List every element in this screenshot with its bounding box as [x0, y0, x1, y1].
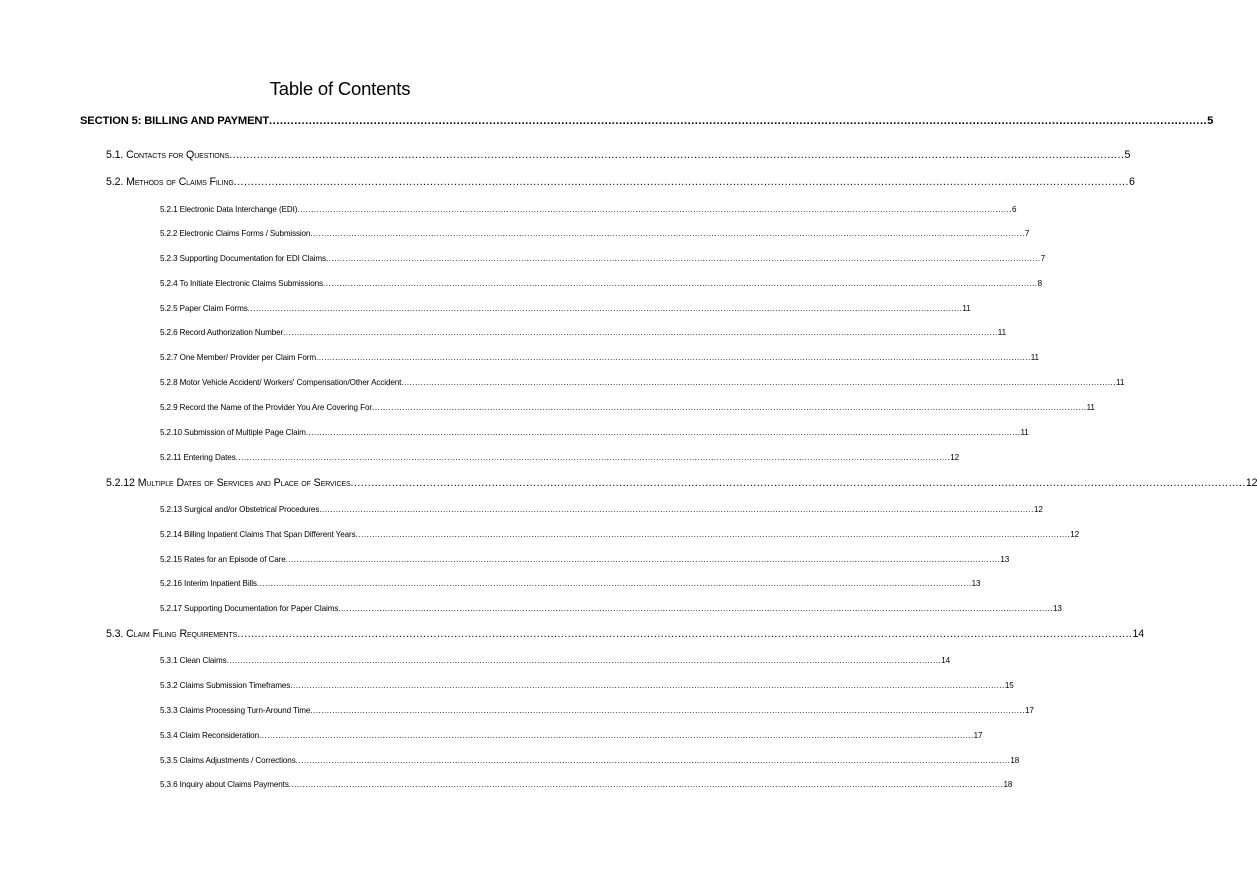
dot-leader: ....................................................................................................................................................................................................................................................................: [269, 115, 1208, 127]
toc-entry-label: 5.3.6 Inquiry about Claims Payments: [160, 780, 289, 789]
toc-entry-label: 5.3.3 Claims Processing Turn-Around Time: [160, 706, 311, 715]
toc-entry-label: 5.2.17 Supporting Documentation for Paper Claims: [160, 604, 339, 613]
toc-entry-label: 5.2. Methods of Claims Filing: [106, 176, 234, 188]
dot-leader: ....................................................................................................................................................................................................................................................................: [290, 681, 1005, 690]
toc-entry-5-2-11[interactable]: [160, 453, 960, 462]
toc-entry-5-2-2[interactable]: [160, 229, 1030, 238]
toc-entry-label: 5.2.7 One Member/ Provider per Claim Form: [160, 353, 317, 362]
dot-leader: ....................................................................................................................................................................................................................................................................: [285, 555, 1001, 564]
toc-entry-label: 5.2.10 Submission of Multiple Page Claim: [160, 428, 306, 437]
toc-entry-page: 17: [973, 731, 983, 740]
dot-leader: ....................................................................................................................................................................................................................................................................: [371, 403, 1087, 412]
toc-entry-label: 5.2.1 Electronic Data Interchange (EDI): [160, 205, 298, 214]
toc-entry-label: 5.2.6 Record Authorization Number: [160, 328, 284, 337]
dot-leader: ....................................................................................................................................................................................................................................................................: [256, 579, 972, 588]
toc-entry-page: 11: [1086, 403, 1095, 412]
toc-entry-label: 5.2.4 To Initiate Electronic Claims Submissions: [160, 279, 323, 288]
toc-entry-page: 11: [1116, 378, 1125, 387]
toc-entry-5-3-1[interactable]: [160, 656, 951, 665]
toc-entry-page: 11: [962, 304, 971, 313]
toc-entry-5-3-3[interactable]: [160, 706, 1034, 715]
toc-entry-page: 12: [1245, 477, 1257, 489]
toc-entry-label: 5.3.5 Claims Adjustments / Corrections: [160, 756, 296, 765]
toc-entry-page: 14: [1132, 628, 1145, 640]
toc-entry-page: 6: [1128, 176, 1135, 188]
toc-entry-label: 5.2.2 Electronic Claims Forms / Submission: [160, 229, 311, 238]
dot-leader: ....................................................................................................................................................................................................................................................................: [326, 254, 1041, 263]
dot-leader: ....................................................................................................................................................................................................................................................................: [310, 706, 1025, 715]
toc-entry-5-1[interactable]: [106, 149, 1131, 161]
toc-entry-5-2[interactable]: [106, 176, 1135, 188]
toc-entry-5-2-12[interactable]: [106, 477, 1257, 489]
toc-entry-label: 5.2.5 Paper Claim Forms: [160, 304, 248, 313]
toc-entry-page: 11: [1030, 353, 1039, 362]
toc-entry-label: 5.2.12 Multiple Dates of Services and Place of Services: [106, 477, 351, 489]
dot-leader: ....................................................................................................................................................................................................................................................................: [235, 453, 951, 462]
toc-entry-5-3-4[interactable]: [160, 731, 983, 740]
toc-entry-label: 5.2.16 Interim Inpatient Bills: [160, 579, 257, 588]
dot-leader: ....................................................................................................................................................................................................................................................................: [310, 229, 1025, 238]
dot-leader: ....................................................................................................................................................................................................................................................................: [229, 149, 1125, 161]
toc-entry-5-2-10[interactable]: [160, 428, 1029, 437]
dot-leader: ....................................................................................................................................................................................................................................................................: [297, 205, 1013, 214]
dot-leader: ....................................................................................................................................................................................................................................................................: [316, 353, 1031, 362]
toc-entry-5-2-13[interactable]: [160, 505, 1043, 514]
toc-entry-label: 5.2.11 Entering Dates: [160, 453, 236, 462]
dot-leader: ....................................................................................................................................................................................................................................................................: [319, 505, 1034, 514]
toc-entry-5-2-15[interactable]: [160, 555, 1010, 564]
toc-entry-page: 12: [1033, 505, 1043, 514]
toc-entry-page: 12: [950, 453, 960, 462]
toc-entry-5-3[interactable]: [106, 628, 1145, 640]
toc-entry-label: 5.2.14 Billing Inpatient Claims That Span Different Years: [160, 530, 356, 539]
toc-entry-5-2-9[interactable]: [160, 403, 1095, 412]
dot-leader: ....................................................................................................................................................................................................................................................................: [258, 731, 974, 740]
toc-entry-5-2-8[interactable]: [160, 378, 1125, 387]
toc-entry-label: 5.2.9 Record the Name of the Provider You Are Covering For: [160, 403, 372, 412]
toc-entry-5-3-5[interactable]: [160, 756, 1020, 765]
toc-entry-label: 5.2.15 Rates for an Episode of Care: [160, 555, 286, 564]
toc-entry-page: 18: [1003, 780, 1013, 789]
toc-entry-5-2-5[interactable]: [160, 304, 971, 313]
toc-entry-page: 13: [971, 579, 981, 588]
toc-entry-5-2-7[interactable]: [160, 353, 1039, 362]
dot-leader: ....................................................................................................................................................................................................................................................................: [322, 279, 1038, 288]
dot-leader: ....................................................................................................................................................................................................................................................................: [401, 378, 1117, 387]
dot-leader: ....................................................................................................................................................................................................................................................................: [233, 176, 1129, 188]
toc-entry-label: 5.2.3 Supporting Documentation for EDI Claims: [160, 254, 327, 263]
toc-entry-5-2-4[interactable]: [160, 279, 1043, 288]
dot-leader: ....................................................................................................................................................................................................................................................................: [237, 628, 1133, 640]
toc-entry-page: 5: [1207, 115, 1214, 127]
toc-entry-page: 6: [1012, 205, 1017, 214]
toc-entry-page: 11: [997, 328, 1006, 337]
toc-entry-label: 5.2.13 Surgical and/or Obstetrical Procedures: [160, 505, 320, 514]
toc-entry-page: 13: [1000, 555, 1010, 564]
toc-entry-label: 5.3.2 Claims Submission Timeframes: [160, 681, 291, 690]
toc-entry-label: SECTION 5: BILLING AND PAYMENT: [80, 115, 270, 127]
toc-entry-label: 5.2.8 Motor Vehicle Accident/ Workers' Compensation/Other Accident: [160, 378, 402, 387]
toc-entry-page: 7: [1024, 229, 1030, 238]
dot-leader: ....................................................................................................................................................................................................................................................................: [295, 756, 1011, 765]
toc-entry-label: 5.3.1 Clean Claims: [160, 656, 227, 665]
dot-leader: ....................................................................................................................................................................................................................................................................: [283, 328, 998, 337]
page-title: Table of Contents: [269, 78, 411, 99]
toc-entry-5-2-14[interactable]: [160, 530, 1080, 539]
toc-entry-label: 5.1. Contacts for Questions: [106, 149, 230, 161]
dot-leader: ....................................................................................................................................................................................................................................................................: [288, 780, 1004, 789]
toc-entry-page: 13: [1052, 604, 1062, 613]
toc-entry-label: 5.3. Claim Filing Requirements: [106, 628, 238, 640]
dot-leader: ....................................................................................................................................................................................................................................................................: [338, 604, 1053, 613]
dot-leader: ....................................................................................................................................................................................................................................................................: [305, 428, 1021, 437]
toc-entry-page: 17: [1024, 706, 1034, 715]
toc-entry-5-2-6[interactable]: [160, 328, 1006, 337]
toc-entry-page: 5: [1124, 149, 1131, 161]
toc-entry-label: 5.3.4 Claim Reconsideration: [160, 731, 259, 740]
dot-leader: ....................................................................................................................................................................................................................................................................: [350, 477, 1246, 489]
toc-entry-page: 18: [1010, 756, 1020, 765]
toc-entry-5-3-2[interactable]: [160, 681, 1014, 690]
toc-entry-page: 15: [1004, 681, 1014, 690]
toc-entry-5-3-6[interactable]: [160, 780, 1013, 789]
dot-leader: ....................................................................................................................................................................................................................................................................: [247, 304, 963, 313]
toc-entry-5-2-3[interactable]: [160, 254, 1046, 263]
toc-entry-page: 12: [1070, 530, 1080, 539]
toc-entry-5-2-16[interactable]: [160, 579, 981, 588]
toc-entry-5-2-1[interactable]: [160, 205, 1017, 214]
toc-entry-page: 11: [1020, 428, 1029, 437]
toc-entry-5-2-17[interactable]: [160, 604, 1062, 613]
toc-entry-page: 14: [941, 656, 951, 665]
dot-leader: ....................................................................................................................................................................................................................................................................: [226, 656, 942, 665]
toc-entry-page: 8: [1037, 279, 1043, 288]
toc-entry-section-5[interactable]: [80, 115, 1214, 127]
dot-leader: ....................................................................................................................................................................................................................................................................: [355, 530, 1071, 539]
toc-entry-page: 7: [1040, 254, 1046, 263]
